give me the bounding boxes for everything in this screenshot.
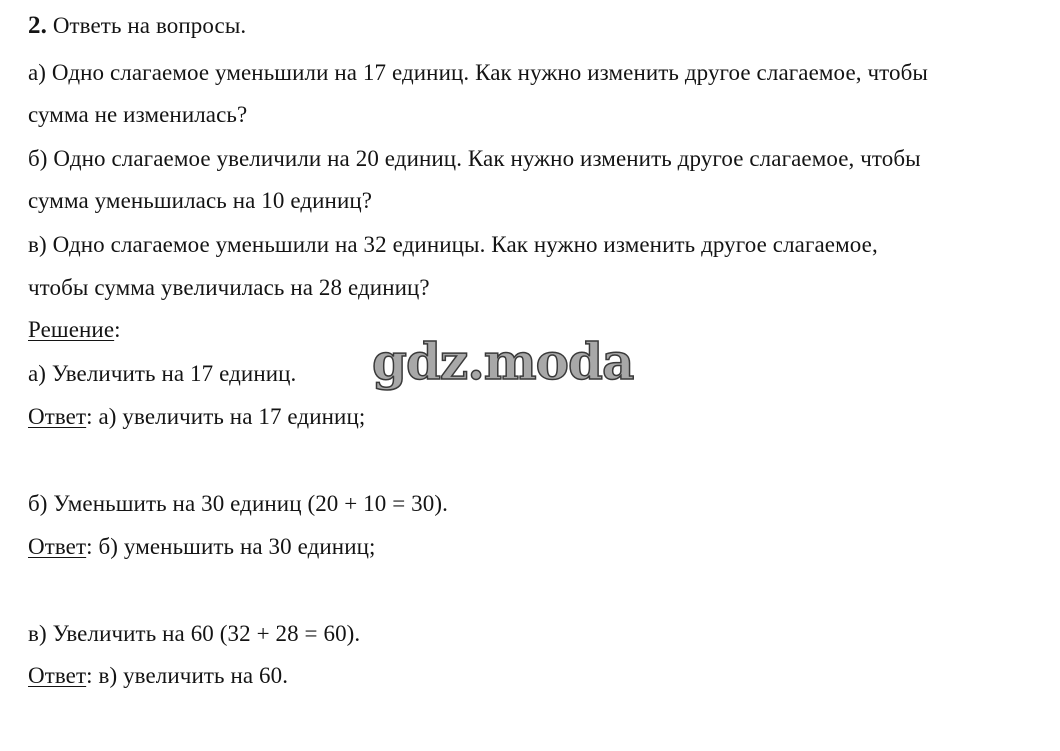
solution-step-c: в) Увеличить на 60 (32 + 28 = 60). bbox=[28, 621, 361, 646]
watermark: gdz.moda bbox=[372, 332, 634, 391]
question-b-line-1: б) Одно слагаемое увеличили на 20 единиц. Как нужно изменить другое слагаемое, чтобы bbox=[28, 146, 921, 171]
answer-b-text: : б) уменьшить на 30 единиц; bbox=[86, 534, 376, 559]
solution-step-a: а) Увеличить на 17 единиц. bbox=[28, 361, 297, 386]
task-title: Ответь на вопросы. bbox=[52, 13, 247, 38]
solution-heading bbox=[28, 316, 121, 344]
answer-label: Ответ bbox=[28, 404, 87, 429]
solution-heading-colon: : bbox=[114, 317, 121, 342]
solution-step-b: б) Уменьшить на 30 единиц (20 + 10 = 30). bbox=[28, 491, 448, 516]
answer-c bbox=[28, 662, 288, 690]
answer-c-text: : в) увеличить на 60. bbox=[86, 663, 289, 688]
question-a-line-1: а) Одно слагаемое уменьшили на 17 единиц. Как нужно изменить другое слагаемое, чтобы bbox=[28, 60, 928, 85]
question-a-line-2: сумма не изменилась? bbox=[28, 102, 248, 127]
answer-a-text: : а) увеличить на 17 единиц; bbox=[86, 404, 366, 429]
answer-label: Ответ bbox=[28, 663, 87, 688]
question-c-line-1: в) Одно слагаемое уменьшили на 32 единицы. Как нужно изменить другое слагаемое, bbox=[28, 232, 878, 257]
question-b-line-2: сумма уменьшилась на 10 единиц? bbox=[28, 188, 373, 213]
question-c-line-2: чтобы сумма увеличилась на 28 единиц? bbox=[28, 275, 430, 300]
task-heading bbox=[28, 12, 246, 40]
answer-a bbox=[28, 403, 365, 431]
task-number: 2. bbox=[28, 12, 47, 39]
answer-label: Ответ bbox=[28, 534, 87, 559]
answer-b bbox=[28, 533, 376, 561]
solution-heading-label: Решение bbox=[28, 317, 115, 342]
